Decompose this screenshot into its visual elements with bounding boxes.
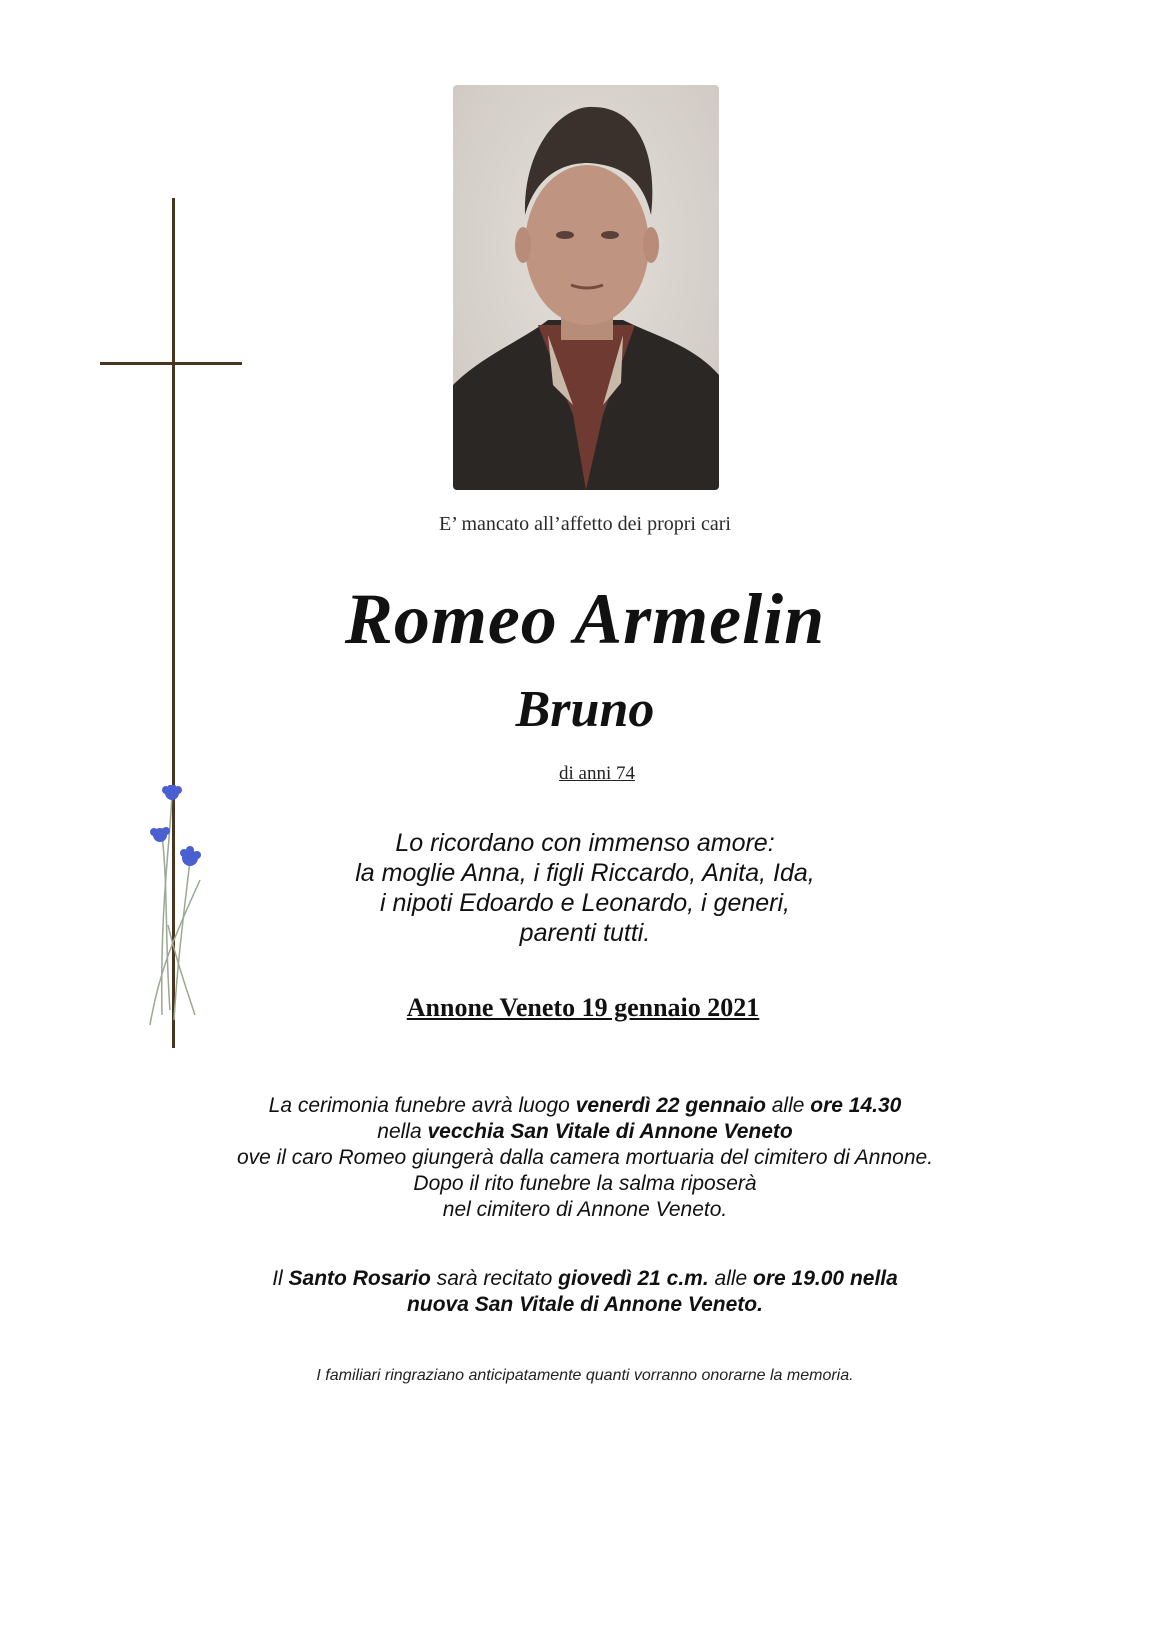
place-date-label: Annone Veneto 19 gennaio 2021 <box>406 993 760 1022</box>
ceremony-time: ore 14.30 <box>810 1094 902 1117</box>
ceremony-text: La cerimonia funebre avrà luogo <box>268 1094 576 1117</box>
ceremony-line: ove il caro Romeo giungerà dalla camera mortuaria del cimitero di Annone. <box>236 1146 934 1169</box>
rosary-text: alle <box>708 1267 754 1290</box>
rosary-time: ore 19.00 nella <box>753 1267 898 1290</box>
rosary-title: Santo Rosario <box>288 1267 431 1290</box>
deceased-name: Romeo Armelin <box>344 579 826 659</box>
place-date <box>0 993 1170 1023</box>
ceremony-text: nella <box>377 1120 428 1143</box>
ceremony-line: nel cimitero di Annone Veneto. <box>442 1198 728 1221</box>
ceremony-location: vecchia San Vitale di Annone Veneto <box>427 1120 793 1143</box>
mourners-line: la moglie Anna, i figli Riccardo, Anita, Ida, <box>355 859 815 887</box>
rosary-text: sarà recitato <box>430 1267 559 1290</box>
deceased-nickname: Bruno <box>515 681 655 738</box>
rosary-line <box>0 1266 1170 1292</box>
ceremony-block <box>0 1093 1170 1223</box>
thanks-text: I familiari ringraziano anticipatamente quanti vorranno onorarne la memoria. <box>316 1367 854 1384</box>
mourners-block <box>0 828 1170 948</box>
cross-horizontal-bar <box>100 362 242 365</box>
ceremony-day: venerdì 22 gennaio <box>575 1094 766 1117</box>
mourners-line: i nipoti Edoardo e Leonardo, i generi, <box>379 889 790 917</box>
age-text <box>0 763 1170 785</box>
ceremony-line: Dopo il rito funebre la salma riposerà <box>413 1172 757 1195</box>
intro-text: E’ mancato all’affetto dei propri cari <box>439 513 731 535</box>
rosary-block <box>0 1266 1170 1318</box>
mourners-line: parenti tutti. <box>519 919 651 947</box>
ceremony-line <box>0 1119 1170 1145</box>
ceremony-text: alle <box>765 1094 811 1117</box>
rosary-location: nuova San Vitale di Annone Veneto. <box>407 1293 763 1316</box>
rosary-day: giovedì 21 c.m. <box>558 1267 709 1290</box>
age-label: di anni 74 <box>559 763 635 784</box>
portrait-photo <box>453 85 719 490</box>
ceremony-line <box>0 1093 1170 1119</box>
rosary-text: Il <box>272 1267 289 1290</box>
mourners-line: Lo ricordano con immenso amore: <box>395 829 775 857</box>
